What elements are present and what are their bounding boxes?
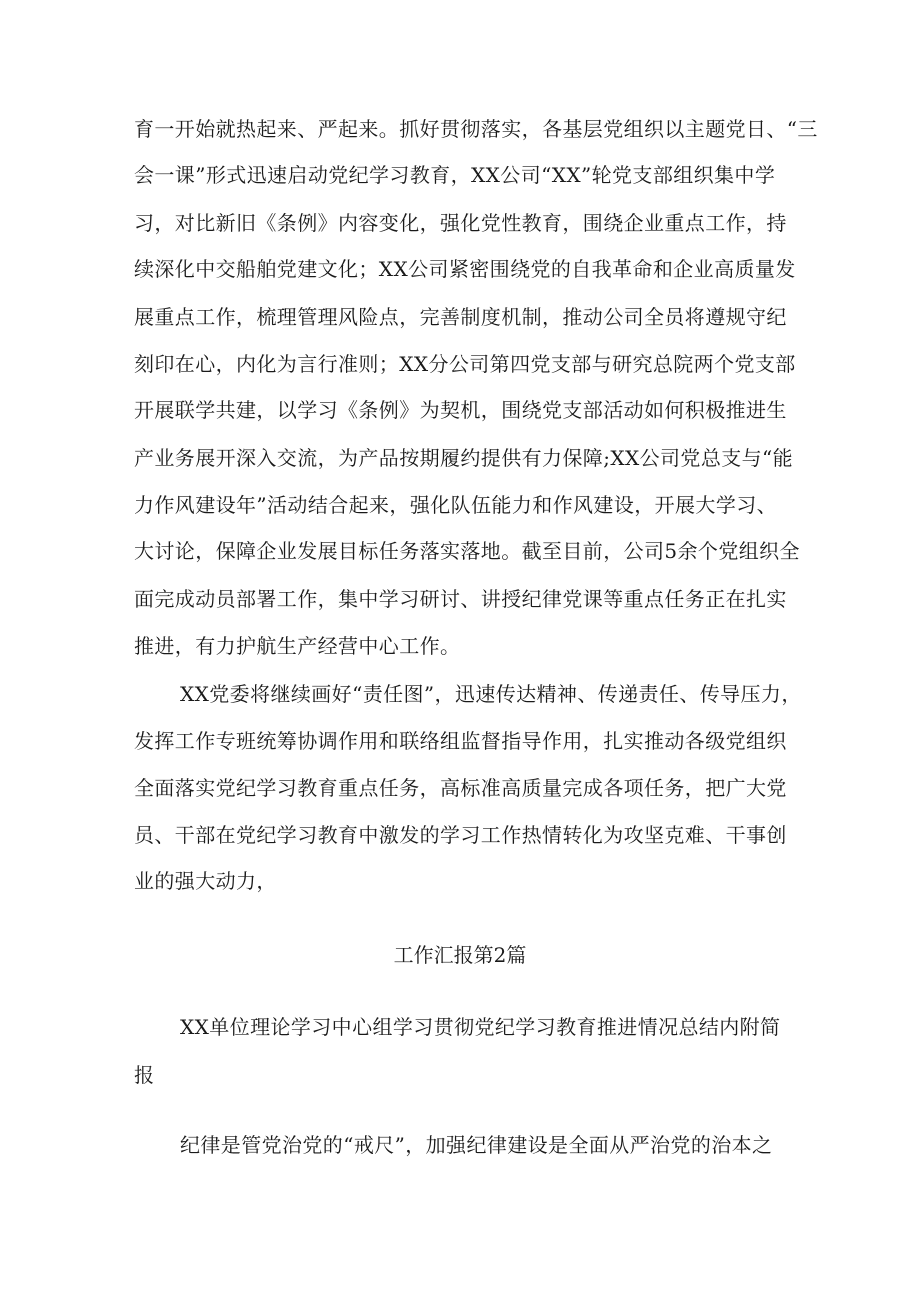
paragraph-1-line-9: 力作风建设年”活动结合起来，强化队伍能力和作风建设，开展大学习、 [134, 493, 778, 517]
paragraph-3-line-1: 纪律是管党治党的“戒尺”，加强纪律建设是全面从严治党的治本之 [180, 1133, 773, 1157]
paragraph-2-line-5: 业的强大动力， [134, 869, 277, 893]
paragraph-2-line-3: 全面落实党纪学习教育重点任务，高标准高质量完成各项任务，把广大党 [134, 776, 787, 800]
paragraph-2-line-1: XX党委将继续画好“责任图”，迅速传达精神、传递责任、传导压力， [180, 682, 802, 706]
section-heading: 工作汇报第2篇 [393, 943, 527, 967]
paragraph-1-line-11: 面完成动员部署工作，集中学习研讨、讲授纪律党课等重点任务正在扎实 [134, 587, 787, 611]
paragraph-1-line-2: 会一课”形式迅速启动党纪学习教育，XX公司“XX”轮党支部组织集中学 [134, 163, 776, 187]
paragraph-2-line-2: 发挥工作专班统筹协调作用和联络组监督指导作用，扎实推动各级党组织 [134, 729, 787, 753]
document-title-line-1: XX单位理论学习中心组学习贯彻党纪学习教育推进情况总结内附简 [180, 1015, 781, 1039]
paragraph-1-line-6: 刻印在心，内化为言行准则；XX分公司第四党支部与研究总院两个党支部 [134, 352, 796, 376]
paragraph-1-line-12: 推进，有力护航生产经营中心工作。 [134, 634, 461, 658]
paragraph-1-line-10: 大讨论，保障企业发展目标任务落实落地。截至目前，公司5余个党组织全 [134, 539, 800, 563]
paragraph-1-line-1: 育一开始就热起来、严起来。抓好贯彻落实，各基层党组织以主题党日、“三 [134, 117, 818, 141]
paragraph-2-line-4: 员、干部在党纪学习教育中激发的学习工作热情转化为攻坚克难、干事创 [134, 823, 787, 847]
paragraph-1-line-8: 产业务展开深入交流，为产品按期履约提供有力保障;XX公司党总支与“能 [134, 446, 794, 470]
paragraph-1-line-4: 续深化中交船舶党建文化；XX公司紧密围绕党的自我革命和企业高质量发 [134, 257, 796, 281]
document-title-line-2: 报 [134, 1063, 155, 1087]
paragraph-1-line-7: 开展联学共建，以学习《条例》为契机，围绕党支部活动如何积极推进生 [134, 398, 787, 422]
paragraph-1-line-3: 习，对比新旧《条例》内容变化，强化党性教育，围绕企业重点工作，持 [134, 211, 787, 235]
paragraph-1-line-5: 展重点工作，梳理管理风险点，完善制度机制，推动公司全员将遵规守纪 [134, 305, 787, 329]
